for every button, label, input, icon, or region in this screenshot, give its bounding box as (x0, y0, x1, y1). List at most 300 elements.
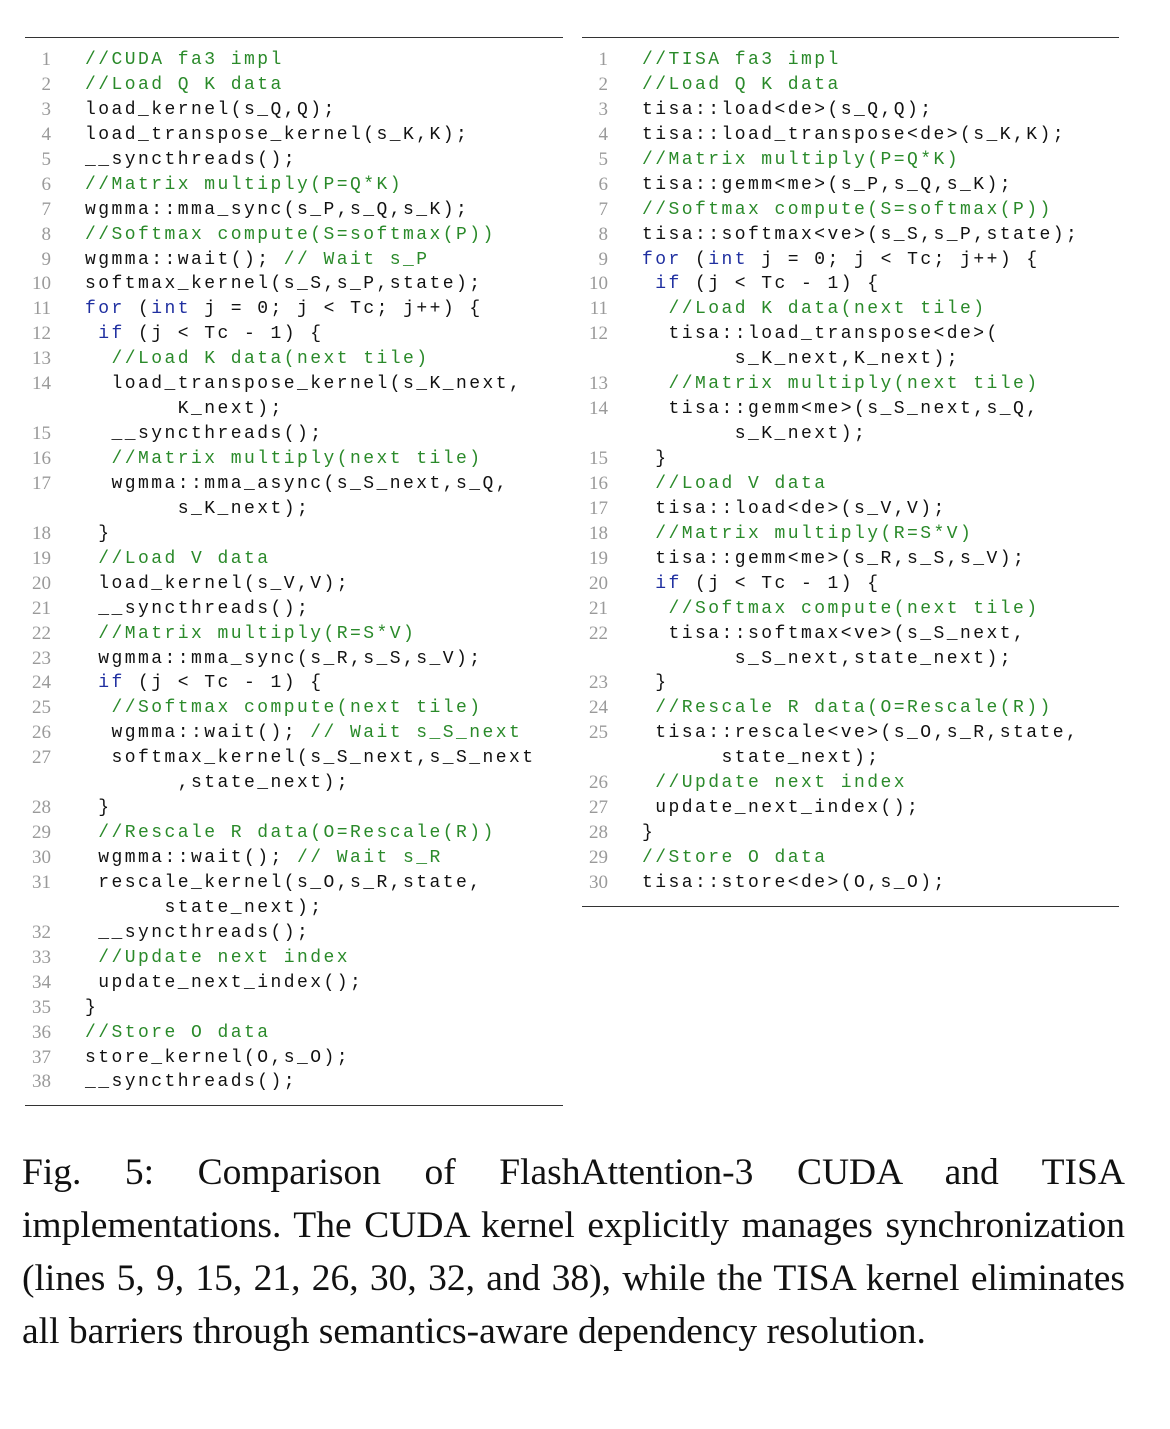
code-line (25, 946, 563, 971)
code-line (25, 1070, 563, 1095)
code-line (25, 198, 563, 223)
code-text (85, 572, 350, 597)
code-keyword: if (655, 274, 682, 295)
line-number: 28 (32, 797, 51, 819)
code-line (25, 597, 563, 622)
code-comment: //Rescale R data(O=Rescale(R)) (85, 823, 496, 844)
line-number: 13 (32, 348, 51, 370)
code-text (85, 198, 469, 223)
code-comment: // Wait s_P (283, 249, 430, 270)
code-line (25, 796, 563, 821)
code-comment: //Matrix multiply(P=Q*K) (85, 174, 404, 195)
code-text (85, 372, 522, 397)
code-text (642, 223, 1079, 248)
code-token: s_K_next); (642, 424, 868, 445)
code-text (642, 622, 1026, 647)
code-comment: //Matrix multiply(R=S*V) (642, 523, 974, 544)
code-line (25, 48, 563, 73)
code-text (642, 198, 1053, 223)
code-line (25, 447, 563, 472)
line-number: 15 (32, 423, 51, 445)
code-line (25, 821, 563, 846)
code-text (85, 447, 483, 472)
code-line (582, 622, 1119, 647)
code-text (642, 796, 920, 821)
code-comment: //Matrix multiply(R=S*V) (85, 623, 417, 644)
code-token: tisa::rescale<ve>(s_O,s_R,state, (642, 723, 1080, 744)
code-token: load_kernel(s_V,V); (85, 573, 351, 594)
code-text (85, 871, 483, 896)
line-number: 2 (41, 73, 51, 95)
code-text (85, 547, 271, 572)
code-token (85, 324, 98, 344)
line-number: 25 (32, 697, 51, 719)
code-line (25, 497, 563, 522)
code-text (85, 148, 297, 173)
code-text (85, 647, 483, 672)
line-number: 27 (589, 797, 608, 819)
line-number: 37 (32, 1046, 51, 1068)
code-token: wgmma::mma_sync(s_P,s_Q,s_K); (85, 199, 470, 220)
code-line (582, 846, 1119, 871)
code-text (642, 73, 841, 98)
code-keyword: int (708, 249, 749, 270)
code-line (25, 996, 563, 1021)
code-token: __syncthreads(); (85, 424, 324, 445)
line-number: 14 (32, 373, 51, 395)
code-comment: //Load K data(next tile) (642, 299, 987, 320)
code-line (582, 198, 1119, 223)
code-text (85, 397, 284, 422)
code-token: state_next); (642, 748, 881, 769)
code-token: update_next_index(); (85, 972, 364, 993)
code-text (85, 322, 324, 347)
figure-caption: Fig. 5: Comparison of FlashAttention-3 CUDA and TISA implementations. The CUDA kernel explicitly manages synchronization (lines 5, 9, 15, 21, 26, 30, 32, and 38), while the TISA kernel eliminates all barriers through semantics-aware dependency resolution. (22, 1152, 1125, 1352)
tisa-listing (582, 37, 1119, 907)
code-token: j = 0; j < Tc; j++) { (748, 249, 1040, 270)
code-text (642, 347, 960, 372)
line-number: 12 (32, 323, 51, 345)
line-number: 30 (589, 871, 608, 893)
code-text (85, 173, 403, 198)
code-token: (j < Tc - 1) { (681, 573, 881, 594)
code-text (642, 572, 881, 597)
code-keyword: for (85, 299, 125, 320)
code-line (582, 123, 1119, 148)
code-text (642, 248, 1040, 273)
code-text (85, 497, 310, 522)
code-comment: // Wait s_R (297, 848, 443, 868)
line-number: 33 (32, 946, 51, 968)
code-comment: //Update next index (85, 947, 351, 968)
code-comment: //Store O data (642, 848, 828, 868)
code-token: tisa::load_transpose<de>( (642, 324, 1000, 345)
line-number: 17 (589, 497, 608, 519)
code-token: softmax_kernel(s_S,s_P,state); (85, 274, 483, 295)
code-line (25, 1021, 563, 1046)
code-line (582, 372, 1119, 397)
code-token: } (85, 523, 112, 544)
code-line (25, 671, 563, 696)
code-text (642, 771, 907, 796)
code-line (25, 223, 563, 248)
code-line (582, 397, 1119, 422)
line-number: 16 (32, 448, 51, 469)
line-number: 20 (589, 572, 608, 594)
code-line (25, 721, 563, 746)
line-number: 19 (589, 547, 608, 569)
code-line (582, 148, 1119, 173)
line-number: 10 (32, 273, 51, 295)
code-text (85, 796, 112, 821)
code-line (25, 297, 563, 322)
code-token: tisa::softmax<ve>(s_S_next, (642, 623, 1027, 644)
code-line (582, 297, 1119, 322)
line-number: 13 (589, 373, 608, 395)
code-token: } (642, 673, 669, 694)
bottom-rule (582, 906, 1119, 907)
code-keyword: if (98, 673, 125, 694)
code-comment: //Update next index (642, 773, 908, 794)
line-number: 25 (589, 722, 608, 744)
code-text (642, 846, 828, 871)
code-line (25, 622, 563, 647)
code-line (582, 497, 1119, 522)
code-comment: //Softmax compute(S=softmax(P)) (642, 199, 1053, 220)
line-number: 19 (32, 547, 51, 569)
code-text (85, 272, 483, 297)
code-keyword: if (655, 573, 682, 594)
code-text (85, 422, 324, 447)
code-token: tisa::gemm<me>(s_R,s_S,s_V); (642, 548, 1027, 569)
code-token: } (642, 449, 669, 469)
code-text (642, 397, 1040, 422)
line-number: 17 (32, 472, 51, 494)
code-rows (582, 38, 1119, 906)
code-text (642, 472, 828, 497)
code-comment: //Rescale R data(O=Rescale(R)) (642, 698, 1053, 719)
code-line (25, 372, 563, 397)
code-token: tisa::load<de>(s_Q,Q); (642, 99, 934, 120)
line-number: 35 (32, 996, 51, 1018)
code-text (642, 497, 947, 522)
code-line (582, 671, 1119, 696)
code-text (642, 696, 1053, 721)
code-text (85, 671, 324, 696)
code-line (582, 422, 1119, 447)
code-text (85, 1046, 350, 1071)
code-comment: //TISA fa3 impl (642, 50, 841, 70)
code-line (25, 272, 563, 297)
code-token: load_transpose_kernel(s_K,K); (85, 124, 470, 145)
code-token: tisa::store<de>(O,s_O); (642, 872, 947, 893)
code-line (25, 148, 563, 173)
line-number: 29 (589, 847, 608, 868)
line-number: 36 (32, 1021, 51, 1043)
code-comment: //Load Q K data (85, 74, 284, 95)
code-token: __syncthreads(); (85, 598, 311, 619)
line-number: 7 (598, 198, 608, 220)
line-number: 26 (32, 722, 51, 744)
code-text (642, 522, 973, 547)
code-token: ( (681, 249, 709, 270)
code-text (642, 821, 655, 846)
code-text (642, 547, 1026, 572)
code-token: } (642, 823, 656, 844)
code-line (582, 272, 1119, 297)
code-line (582, 98, 1119, 123)
code-comment: //Softmax compute(next tile) (85, 698, 483, 719)
code-text (85, 522, 112, 547)
code-text (85, 946, 350, 971)
code-token: (j < Tc - 1) { (681, 274, 881, 295)
code-token (642, 274, 655, 294)
code-token (85, 673, 98, 693)
line-number: 5 (598, 148, 608, 170)
line-number: 14 (589, 398, 608, 420)
code-text (85, 597, 310, 622)
code-text (642, 597, 1040, 622)
line-number: 22 (589, 622, 608, 644)
code-text (642, 98, 934, 123)
code-text (85, 771, 350, 796)
code-token: load_kernel(s_Q,Q); (85, 99, 337, 120)
line-number: 8 (598, 223, 608, 245)
line-number: 23 (589, 672, 608, 694)
code-token: s_K_next); (85, 498, 311, 519)
code-token: state_next); (85, 897, 324, 918)
code-token: s_K_next,K_next); (642, 349, 961, 370)
code-line (25, 871, 563, 896)
code-text (85, 223, 496, 248)
code-token: store_kernel(O,s_O); (85, 1047, 351, 1068)
code-token: ( (124, 299, 152, 320)
code-line (582, 821, 1119, 846)
code-token (642, 574, 655, 594)
code-line (25, 472, 563, 497)
code-line (25, 347, 563, 372)
code-text (85, 472, 509, 497)
line-number: 9 (41, 248, 51, 270)
line-number: 6 (41, 173, 51, 195)
code-keyword: int (151, 299, 192, 320)
code-line (25, 572, 563, 597)
code-token: wgmma::wait(); (85, 249, 284, 270)
code-line (582, 796, 1119, 821)
code-text (85, 846, 443, 871)
code-line (582, 572, 1119, 597)
code-text (85, 921, 310, 946)
code-line (582, 223, 1119, 248)
code-line (582, 522, 1119, 547)
code-text (85, 721, 522, 746)
line-number: 7 (41, 198, 51, 220)
code-keyword: if (98, 324, 125, 345)
code-comment: // Wait s_S_next (310, 723, 523, 744)
line-number: 4 (598, 123, 608, 145)
code-text (85, 297, 483, 322)
code-text (642, 123, 1066, 148)
code-rows (25, 38, 563, 1105)
code-line (25, 547, 563, 572)
code-token: tisa::gemm<me>(s_S_next,s_Q, (642, 399, 1040, 420)
code-line (582, 173, 1119, 198)
line-number: 20 (32, 572, 51, 594)
line-number: 1 (41, 49, 51, 70)
code-text (642, 372, 1040, 397)
line-number: 8 (41, 223, 51, 245)
code-line (25, 397, 563, 422)
line-number: 9 (598, 248, 608, 270)
code-line (25, 73, 563, 98)
code-comment: //CUDA fa3 impl (85, 50, 284, 70)
code-token: softmax_kernel(s_S_next,s_S_next (85, 748, 536, 769)
line-number: 21 (589, 597, 608, 619)
line-number: 11 (32, 298, 51, 320)
code-comment: //Matrix multiply(P=Q*K) (642, 149, 961, 170)
code-text (642, 48, 841, 73)
code-text (85, 696, 483, 721)
line-number: 5 (41, 148, 51, 170)
code-token: wgmma::mma_sync(s_R,s_S,s_V); (85, 648, 483, 669)
code-text (85, 622, 416, 647)
code-token: s_S_next,state_next); (642, 648, 1014, 669)
line-number: 27 (32, 747, 51, 769)
code-line (582, 322, 1119, 347)
code-text (642, 447, 669, 472)
code-comment: //Softmax compute(next tile) (642, 598, 1040, 619)
code-line (582, 347, 1119, 372)
line-number: 30 (32, 847, 51, 868)
code-text (85, 896, 324, 921)
code-line (25, 647, 563, 672)
code-line (25, 846, 563, 871)
code-text (642, 647, 1013, 672)
code-line (582, 447, 1119, 472)
line-number: 38 (32, 1071, 51, 1093)
code-comment: //Store O data (85, 1022, 271, 1043)
line-number: 26 (589, 772, 608, 794)
code-text (85, 98, 337, 123)
line-number: 16 (589, 472, 608, 494)
code-text (642, 721, 1079, 746)
cuda-listing (25, 37, 563, 1106)
code-token: tisa::load_transpose<de>(s_K,K); (642, 124, 1067, 145)
line-number: 28 (589, 822, 608, 844)
code-comment: //Softmax compute(S=softmax(P)) (85, 224, 496, 245)
code-token: update_next_index(); (642, 798, 921, 819)
code-line (25, 98, 563, 123)
code-token: wgmma::mma_async(s_S_next,s_Q, (85, 473, 510, 494)
code-comment: //Matrix multiply(next tile) (642, 374, 1040, 395)
code-line (25, 771, 563, 796)
code-token: } (85, 997, 99, 1018)
code-text (642, 746, 881, 771)
code-comment: //Load V data (642, 473, 828, 494)
code-text (85, 347, 430, 372)
line-number: 23 (32, 647, 51, 669)
code-text (642, 871, 947, 896)
code-line (582, 472, 1119, 497)
code-line (25, 746, 563, 771)
code-line (25, 322, 563, 347)
code-comment: //Load K data(next tile) (85, 349, 430, 370)
code-text (642, 322, 1000, 347)
code-token: } (85, 798, 112, 819)
code-text (85, 996, 98, 1021)
code-line (25, 921, 563, 946)
code-line (25, 522, 563, 547)
line-number: 12 (589, 323, 608, 345)
code-keyword: for (642, 249, 682, 270)
code-line (582, 871, 1119, 896)
code-line (582, 647, 1119, 672)
line-number: 4 (41, 123, 51, 145)
code-line (25, 123, 563, 148)
code-token: tisa::gemm<me>(s_P,s_Q,s_K); (642, 174, 1014, 195)
code-token: __syncthreads(); (85, 1072, 298, 1093)
code-line (582, 771, 1119, 796)
code-text (85, 48, 284, 73)
code-token: wgmma::wait(); (85, 848, 298, 868)
line-number: 2 (598, 73, 608, 95)
code-text (85, 123, 469, 148)
line-number: 18 (589, 522, 608, 544)
code-text (642, 148, 960, 173)
code-text (85, 1021, 271, 1046)
code-line (25, 971, 563, 996)
code-line (582, 48, 1119, 73)
code-comment: //Load Q K data (642, 74, 841, 95)
line-number: 31 (32, 871, 51, 893)
code-text (85, 1070, 297, 1095)
code-text (85, 821, 496, 846)
code-text (642, 173, 1013, 198)
line-number: 18 (32, 522, 51, 544)
code-line (582, 746, 1119, 771)
code-token: (j < Tc - 1) { (124, 673, 324, 694)
code-token: tisa::softmax<ve>(s_S,s_P,state); (642, 224, 1080, 245)
line-number: 6 (598, 173, 608, 195)
line-number: 10 (589, 273, 608, 295)
code-line (25, 248, 563, 273)
code-line (582, 73, 1119, 98)
code-line (25, 1046, 563, 1071)
code-line (582, 721, 1119, 746)
code-line (582, 597, 1119, 622)
line-number: 32 (32, 921, 51, 943)
code-line (25, 173, 563, 198)
line-number: 1 (598, 49, 608, 70)
line-number: 3 (598, 98, 608, 120)
code-token: K_next); (85, 399, 284, 420)
code-text (85, 73, 284, 98)
line-number: 24 (589, 697, 608, 719)
code-line (25, 696, 563, 721)
code-token: load_transpose_kernel(s_K_next, (85, 374, 523, 395)
code-line (582, 696, 1119, 721)
line-number: 11 (589, 298, 608, 320)
code-line (582, 547, 1119, 572)
line-number: 15 (589, 448, 608, 469)
line-number: 22 (32, 622, 51, 644)
code-text (642, 671, 669, 696)
code-token: (j < Tc - 1) { (124, 324, 324, 345)
code-comment: //Load V data (85, 548, 271, 569)
code-line (25, 896, 563, 921)
code-token: __syncthreads(); (85, 149, 298, 170)
bottom-rule (25, 1105, 563, 1106)
